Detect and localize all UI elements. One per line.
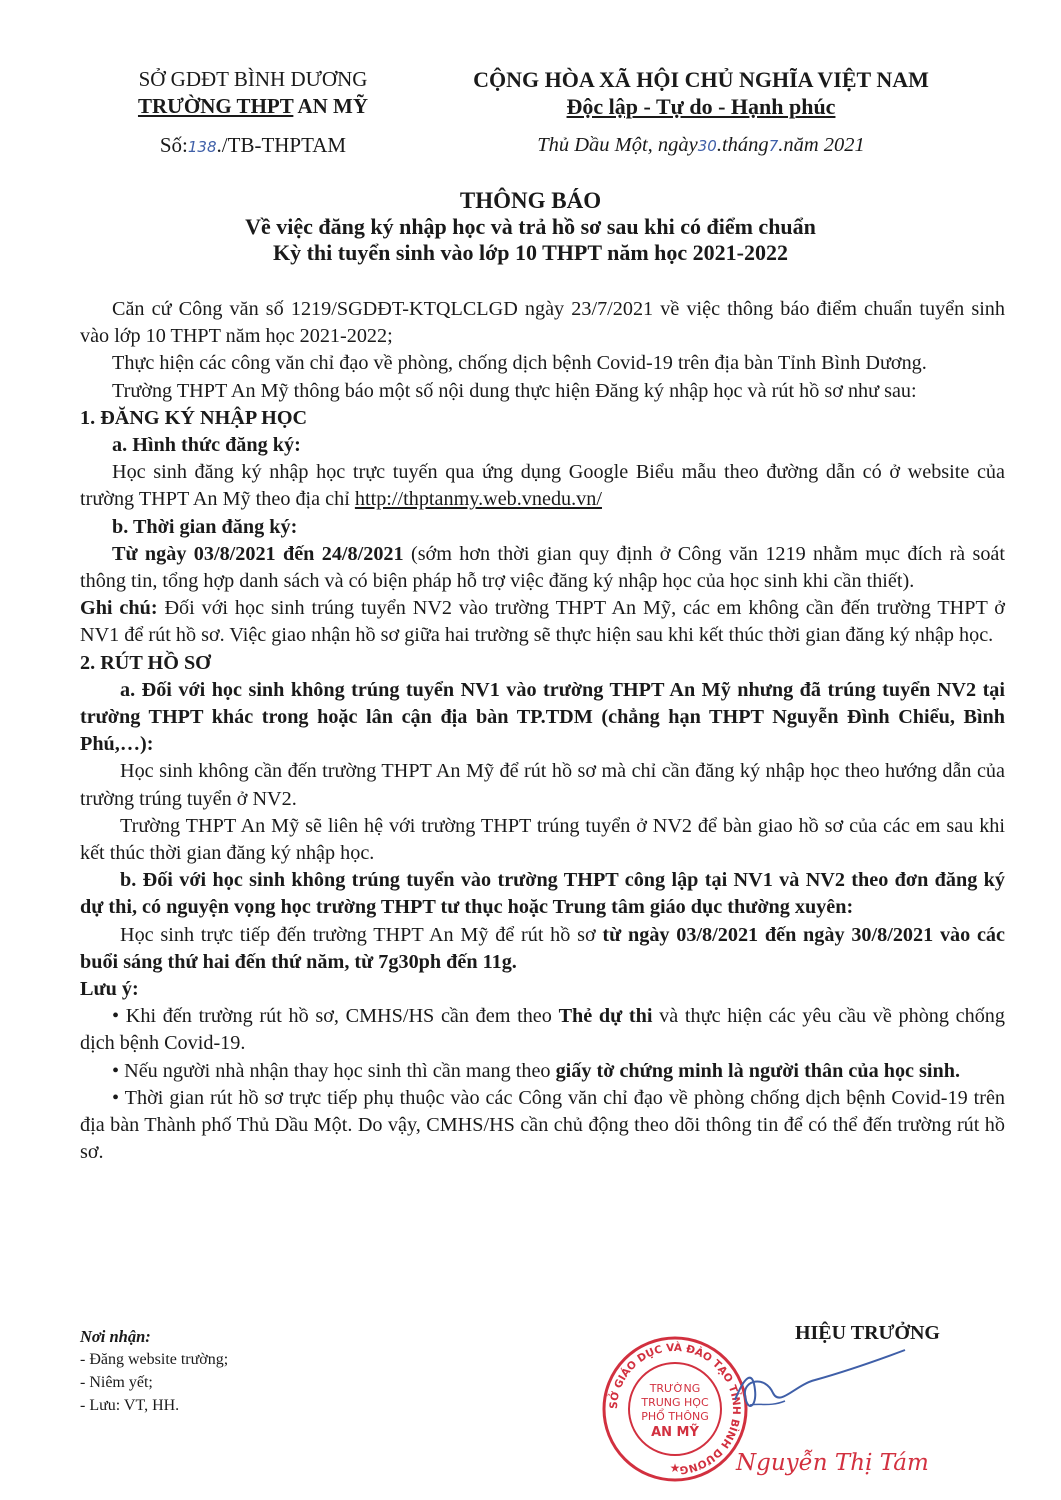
recipient-item: - Niêm yết;	[80, 1374, 153, 1391]
recipients-title: Nơi nhận:	[80, 1327, 151, 1346]
title-subject: Về việc đăng ký nhập học và trả hồ sơ sau khi có điểm chuẩn	[245, 214, 816, 239]
note-paragraph: Ghi chú: Đối với học sinh trúng tuyển NV2 vào trường THPT An Mỹ, các em không cần đến trường THPT ở NV1 để rút hồ sơ. Việc giao nhận hồ sơ giữa hai trường sẽ thực hiện sau khi kết thúc thời gian đăng ký nhập học.	[80, 597, 1005, 647]
document-date: Thủ Dầu Một, ngày30.tháng7.năm 2021	[537, 134, 865, 156]
paragraph: Học sinh không cần đến trường THPT An Mỹ để rút hồ sơ mà chỉ cần đăng ký nhập học theo hướng dẫn của trường trúng tuyển ở NV2.	[80, 760, 1005, 810]
paragraph: Học sinh đăng ký nhập học trực tuyến qua ứng dụng Google Biểu mẫu theo đường dẫn có ở website của trường THPT An Mỹ theo địa chỉ http://thptanmy.web.vnedu.vn/	[80, 461, 1005, 511]
paragraph: Từ ngày 03/8/2021 đến 24/8/2021 (sớm hơn thời gian quy định ở Công văn 1219 nhằm mục đích rà soát thông tin, tổng hợp danh sách và có biện pháp hỗ trợ việc đăng ký nhập học của học sinh khi cần thiết).	[80, 542, 1005, 593]
intro-paragraph: Căn cứ Công văn số 1219/SGDĐT-KTQLCLGD ngày 23/7/2021 về việc thông báo điểm chuẩn tuyển sinh vào lớp 10 THPT năm học 2021-2022;	[80, 298, 1005, 348]
note-heading: Lưu ý:	[80, 978, 139, 1001]
school-name: TRƯỜNG THPT AN MỸ	[137, 94, 369, 118]
subsection-heading: b. Thời gian đăng ký:	[112, 515, 298, 538]
section-heading: 1. ĐĂNG KÝ NHẬP HỌC	[80, 406, 308, 429]
bullet-item: • Thời gian rút hồ sơ trực tiếp phụ thuộc vào các Công văn chỉ đạo về phòng chống dịch bệnh Covid-19 trên địa bàn Thành phố Thủ Dầu Một. Do vậy, CMHS/HS cần chủ động theo dõi thông tin để có thể đến trường rút hồ sơ.	[80, 1086, 1006, 1164]
document-number: Số:138./TB-THPTAM	[159, 133, 347, 157]
recipient-item: - Lưu: VT, HH.	[80, 1397, 180, 1414]
signer-title: HIỆU TRƯỞNG	[794, 1322, 940, 1344]
handwritten-number: 138	[187, 138, 217, 156]
title-main: THÔNG BÁO	[459, 188, 602, 213]
seal-ring-text: SỞ GIÁO DỤC VÀ ĐÀO TẠO TỈNH BÌNH DƯƠNG	[607, 1341, 743, 1476]
signer-name: Nguyễn Thị Tám	[736, 1450, 929, 1476]
seal-text: TRƯỜNG	[649, 1382, 701, 1395]
section-heading: 2. RÚT HỒ SƠ	[80, 651, 211, 674]
national-header	[436, 66, 966, 160]
bullet-item: • Nếu người nhà nhận thay học sinh thì cần mang theo giấy tờ chứng minh là người thân của học sinh.	[112, 1059, 961, 1082]
motto-line	[436, 93, 966, 120]
signature-scribble-icon	[725, 1345, 915, 1425]
bullet-icon: •	[112, 1005, 120, 1028]
recipient-item: - Đăng website trường;	[80, 1351, 229, 1368]
svg-text:★: ★	[669, 1461, 681, 1475]
nation-title: CỘNG HÒA XÃ HỘI CHỦ NGHĨA VIỆT NAM	[473, 67, 929, 92]
intro-paragraph: Thực hiện các công văn chỉ đạo về phòng, chống dịch bệnh Covid-19 trên địa bàn Tỉnh Bình Dương.	[112, 352, 927, 375]
document-title	[0, 188, 1061, 266]
bullet-icon: •	[112, 1059, 120, 1082]
paragraph: Học sinh trực tiếp đến trường THPT An Mỹ để rút hồ sơ từ ngày 03/8/2021 đến ngày 30/8/2021 vào các buổi sáng thứ hai đến thứ năm, từ 7g30ph đến 11g.	[80, 923, 1005, 973]
seal-text: AN MỸ	[651, 1425, 699, 1440]
paragraph: Trường THPT An Mỹ sẽ liên hệ với trường THPT trúng tuyển ở NV2 để bàn giao hồ sơ của các em sau khi kết thúc thời gian đăng ký nhập học.	[80, 814, 1005, 865]
title-exam: Kỳ thi tuyển sinh vào lớp 10 THPT năm học 2021-2022	[272, 240, 788, 265]
issuer-block	[108, 66, 398, 161]
bullet-icon: •	[112, 1086, 120, 1109]
department-name: SỞ GDĐT BÌNH DƯƠNG	[138, 67, 368, 91]
subsection-heading: a. Đối với học sinh không trúng tuyển NV1 vào trường THPT An Mỹ nhưng đã trúng tuyển NV2 tại trường THPT khác trong hoặc lân cận địa bàn TP.TDM (chẳng hạn THPT Nguyễn Đình Chiểu, Bình Phú,…):	[80, 678, 1005, 756]
subsection-heading: a. Hình thức đăng ký:	[112, 434, 301, 457]
seal-text: TRUNG HỌC	[641, 1396, 709, 1409]
bullet-item: • Khi đến trường rút hồ sơ, CMHS/HS cần đem theo Thẻ dự thi và thực hiện các yêu cầu về phòng chống dịch bệnh Covid-19.	[80, 1005, 1005, 1055]
intro-paragraph: Trường THPT An Mỹ thông báo một số nội dung thực hiện Đăng ký nhập học và rút hồ sơ như sau:	[112, 379, 917, 402]
document-body	[80, 296, 1005, 1167]
subsection-heading: b. Đối với học sinh không trúng tuyển vào trường THPT công lập tại NV1 và NV2 theo đơn đăng ký dự thi, có nguyện vọng học trường THPT tư thục hoặc Trung tâm giáo dục thường xuyên:	[80, 869, 1005, 919]
seal-text: PHỔ THÔNG	[641, 1410, 709, 1423]
website-link[interactable]: http://thptanmy.web.vnedu.vn/	[354, 488, 602, 511]
motto: Độc lập - Tự do - Hạnh phúc	[566, 94, 836, 119]
recipients-block	[80, 1325, 410, 1417]
